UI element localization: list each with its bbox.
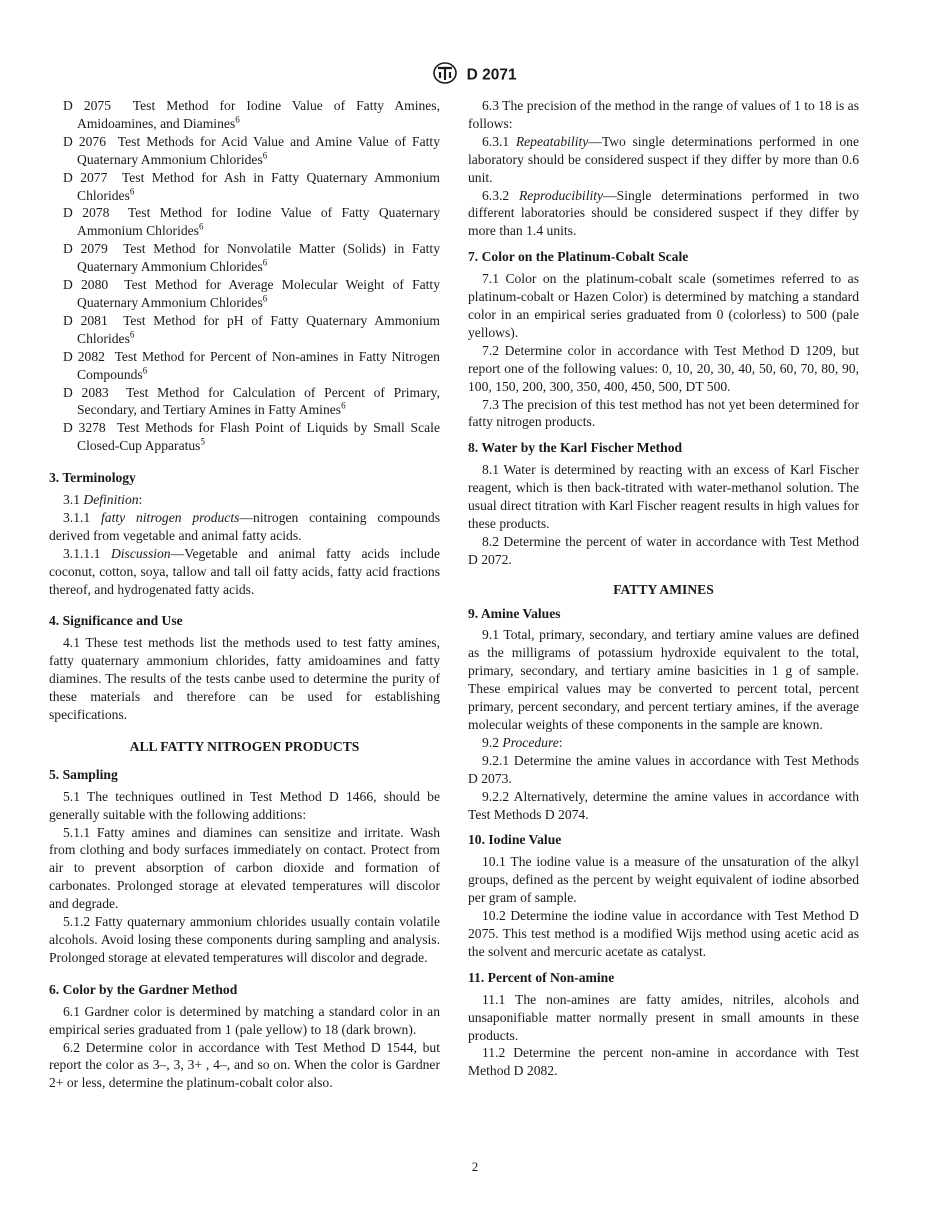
page-number: 2 xyxy=(471,1159,479,1174)
reference-list xyxy=(49,97,440,455)
right-column xyxy=(468,97,859,1080)
paragraph: 5.1.2 Fatty quaternary ammonium chlorides usually contain volatile alcohols. Avoid losing these components during sampling and analysis. Prolonged storage at elevated temperatures will discolor and degrade. xyxy=(49,914,440,965)
section-heading-iodine-value: 10. Iodine Value xyxy=(468,832,562,848)
reference-item: D 2075 Test Method for Iodine Value of Fatty Amines, Amidoamines, and Diamines$^6$ xyxy=(63,98,440,131)
section-heading-gardner: 6. Color by the Gardner Method xyxy=(49,981,238,997)
reference-item: D 2077 Test Method for Ash in Fatty Quaternary Ammonium Chlorides$^6$ xyxy=(63,169,440,203)
page-header xyxy=(0,62,950,89)
paragraph: 7.1 Color on the platinum-cobalt scale (sometimes referred to as platinum-cobalt or Hazen Color) is determined by matching a standard color in an empirical series graduated from 0 (colorless) to 500 (pale yellows). xyxy=(468,271,859,340)
paragraph: 5.1.1 Fatty amines and diamines can sensitize and irritate. Wash from clothing and body surfaces immediately on contact. Protect from air to prevent absorption of carbon dioxide and formation of carbonates. Prolonged storage at elevated temperatures will discolor and degrade. xyxy=(49,824,440,912)
paragraph: 11.1 The non-amines are fatty amides, nitriles, alcohols and unsaponifiable matter normally present in small amounts in these products. xyxy=(468,991,859,1043)
paragraph: 3.1.1 fatty nitrogen products—nitrogen containing compounds derived from vegetable and animal fatty acids. xyxy=(49,509,440,543)
paragraph: 8.2 Determine the percent of water in accordance with Test Method D 2072. xyxy=(468,533,859,567)
section-heading-terminology: 3. Terminology xyxy=(49,470,136,486)
paragraph: 6.3.2 Reproducibility—Single determinations performed in two different laboratories should be considered suspect if they differ by more than 1.4 units. xyxy=(468,187,859,239)
paragraph: 5.1 The techniques outlined in Test Method D 1466, should be generally suitable with the following additions: xyxy=(49,788,440,822)
paragraph: 3.1 Definition: xyxy=(63,492,143,508)
section-heading-sampling: 5. Sampling xyxy=(49,766,118,782)
left-column xyxy=(49,97,440,1092)
paragraph: 9.2 Procedure: xyxy=(482,734,563,750)
reference-item: D 2081 Test Method for pH of Fatty Quaternary Ammonium Chlorides$^6$ xyxy=(63,312,441,346)
section-heading-amine-values: 9. Amine Values xyxy=(468,605,561,621)
section-heading-non-amine: 11. Percent of Non-amine xyxy=(468,969,615,985)
astm-logo-icon xyxy=(433,62,457,89)
paragraph: 10.2 Determine the iodine value in accordance with Test Method D 2075. This test method is a modified Wijs method using acetic acid as the solvent and mercuric acetate as catalyst. xyxy=(468,908,859,959)
reference-item: D 2080 Test Method for Average Molecular Weight of Fatty Quaternary Ammonium Chlorides$^6$ xyxy=(63,277,441,310)
paragraph: 3.1.1.1 Discussion—Vegetable and animal fatty acids include coconut, cotton, soya, tallow and tall oil fatty acids, fatty acid fractions thereof, and hydrogenated fatty acids. xyxy=(49,545,440,597)
paragraph: 7.3 The precision of this test method has not yet been determined for fatty nitrogen products. xyxy=(468,396,859,430)
section-heading-karl-fischer: 8. Water by the Karl Fischer Method xyxy=(468,440,683,456)
paragraph: 10.1 The iodine value is a measure of the unsaturation of the alkyl groups, defined as the percent by weight equivalent of iodine absorbed per gram of sample. xyxy=(468,854,859,906)
paragraph: 9.2.2 Alternatively, determine the amine values in accordance with Test Methods D 2074. xyxy=(468,788,859,822)
reference-item: D 2079 Test Method for Nonvolatile Matter (Solids) in Fatty Quaternary Ammonium Chlorides$^6$ xyxy=(63,241,441,275)
section-heading-platinum-cobalt: 7. Color on the Platinum-Cobalt Scale xyxy=(468,249,689,265)
paragraph: 4.1 These test methods list the methods used to test fatty amines, fatty quaternary ammonium chlorides, fatty amidoamines and fatty diamines. The results of the tests canbe used to determine the purity of these materials and therefore can be used for establishing specifications. xyxy=(49,635,440,722)
reference-item: D 2082 Test Method for Percent of Non-amines in Fatty Nitrogen Compounds$^6$ xyxy=(63,348,440,382)
paragraph: 6.3.1 Repeatability—Two single determinations performed in one laboratory should be considered suspect if they differ by more than 0.6 unit. xyxy=(468,133,860,185)
reference-item: D 2076 Test Methods for Acid Value and Amine Value of Fatty Quaternary Ammonium Chlorides$^6$ xyxy=(63,133,440,167)
reference-item: D 3278 Test Methods for Flash Point of Liquids by Small Scale Closed-Cup Apparatus$^5$ xyxy=(63,420,440,454)
paragraph: 9.2.1 Determine the amine values in accordance with Test Methods D 2073. xyxy=(468,752,859,786)
group-heading-fatty-amines: FATTY AMINES xyxy=(613,581,714,597)
group-heading-all-fatty-nitrogen: ALL FATTY NITROGEN PRODUCTS xyxy=(129,738,360,754)
paragraph: 7.2 Determine color in accordance with Test Method D 1209, but report one of the following values: 0, 10, 20, 30, 40, 50, 60, 70, 80, 90, 100, 150, 200, 300, 350, 400, 450, 500, DT 500. xyxy=(468,342,859,394)
paragraph: 9.1 Total, primary, secondary, and tertiary amine values are defined as the milligrams of potassium hydroxide equivalent to the total, primary, secondary, and tertiary amine basicities in 1 g of sample. These empirical values may be converted to percent total, percent primary, percent secondary, and percent tertiary amines, if the average molecular weights of these components in the sample are known. xyxy=(468,627,859,732)
section-heading-significance: 4. Significance and Use xyxy=(49,613,183,629)
paragraph: 11.2 Determine the percent non-amine in accordance with Test Method D 2082. xyxy=(468,1045,859,1079)
paragraph: 6.3 The precision of the method in the range of values of 1 to 18 is as follows: xyxy=(468,98,859,131)
paragraph: 6.2 Determine color in accordance with Test Method D 1544, but report the color as 3–, 3, 3+ , 4–, and so on. When the color is Gardner 2+ or less, determine the platinum-cobalt color also. xyxy=(49,1039,440,1091)
paragraph: 8.1 Water is determined by reacting with an excess of Karl Fischer reagent, which is then back-titrated with water-methanol solution. The usual direct titration with Karl Fischer reagent results in high values for these products. xyxy=(468,462,859,531)
reference-item: D 2078 Test Method for Iodine Value of Fatty Quaternary Ammonium Chlorides$^6$ xyxy=(63,205,440,239)
paragraph: 6.1 Gardner color is determined by matching a standard color in an empirical series graduated from 1 (pale yellow) to 18 (dark brown). xyxy=(49,1003,440,1037)
reference-item: D 2083 Test Method for Calculation of Percent of Primary, Secondary, and Tertiary Amines in Fatty Amines$^6$ xyxy=(63,384,440,418)
document-designation: D 2071 xyxy=(466,66,517,84)
